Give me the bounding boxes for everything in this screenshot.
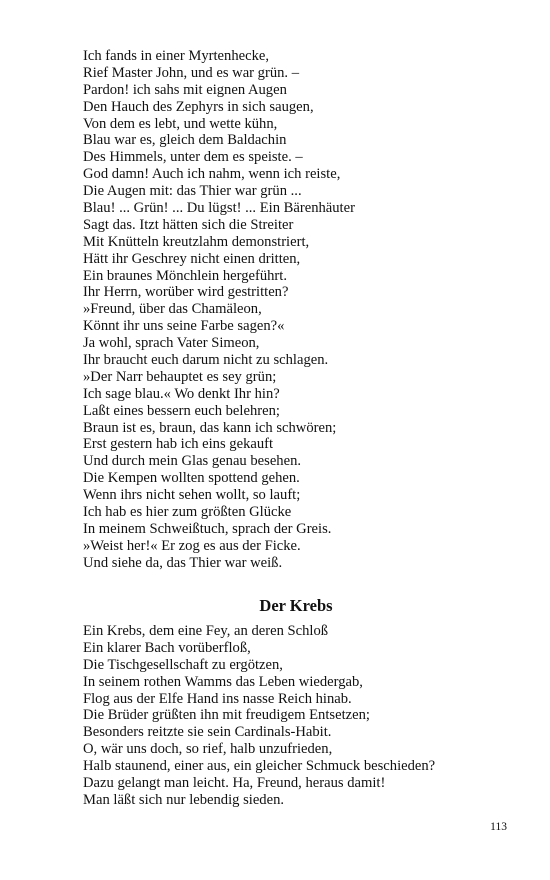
verse-line: Von dem es lebt, und wette kühn, <box>83 115 278 132</box>
verse-line: Ein braunes Mönchlein hergeführt. <box>83 267 287 284</box>
verse-line: Besonders reitzte sie sein Cardinals-Habit. <box>83 724 332 741</box>
verse-line: »Freund, über das Chamäleon, <box>83 301 262 318</box>
verse-line: Den Hauch des Zephyrs in sich saugen, <box>83 98 314 115</box>
verse-line: Die Augen mit: das Thier war grün ... <box>83 183 302 200</box>
verse-line: Rief Master John, und es war grün. – <box>83 64 300 81</box>
verse-line: Ihr braucht euch darum nicht zu schlagen. <box>83 352 329 369</box>
verse-line: God damn! Auch ich nahm, wenn ich reiste, <box>83 166 341 183</box>
verse-line: Dazu gelangt man leicht. Ha, Freund, heraus damit! <box>83 775 386 792</box>
verse-line: Ich hab es hier zum größten Glücke <box>83 504 292 521</box>
verse-line: Die Tischgesellschaft zu ergötzen, <box>83 656 283 673</box>
verse-line: Ich sage blau.« Wo denkt Ihr hin? <box>83 385 280 402</box>
verse-line: Und durch mein Glas genau besehen. <box>83 453 302 470</box>
poem-title: Der Krebs <box>259 596 333 615</box>
verse-line: Ein Krebs, dem eine Fey, an deren Schloß <box>83 623 329 639</box>
verse-line: Sagt das. Itzt hätten sich die Streiter <box>83 216 294 233</box>
verse-line: »Weist her!« Er zog es aus der Ficke. <box>83 537 301 554</box>
verse-line: Pardon! ich sahs mit eignen Augen <box>83 81 287 98</box>
verse-line: Die Kempen wollten spottend gehen. <box>83 470 300 487</box>
verse-line: Erst gestern hab ich eins gekauft <box>83 436 274 453</box>
poem-der-krebs <box>83 623 503 809</box>
verse-line: Blau! ... Grün! ... Du lügst! ... Ein Bärenhäuter <box>83 200 355 217</box>
verse-line: In seinem rothen Wamms das Leben wiedergab, <box>83 673 363 690</box>
verse-line: Blau war es, gleich dem Baldachin <box>83 132 287 149</box>
verse-line: Ja wohl, sprach Vater Simeon, <box>83 335 260 352</box>
verse-line: Braun ist es, braun, das kann ich schwören; <box>83 419 337 436</box>
verse-line: Ihr Herrn, worüber wird gestritten? <box>83 284 289 301</box>
verse-line: Ich fands in einer Myrtenhecke, <box>83 48 269 64</box>
verse-line: Könnt ihr uns seine Farbe sagen?« <box>83 318 285 335</box>
verse-line: Hätt ihr Geschrey nicht einen dritten, <box>83 250 301 267</box>
verse-line: In meinem Schweißtuch, sprach der Greis. <box>83 520 332 537</box>
verse-line: O, wär uns doch, so rief, halb unzufrieden, <box>83 741 333 758</box>
verse-line: »Der Narr behauptet es sey grün; <box>83 368 277 385</box>
verse-line: Man läßt sich nur lebendig sieden. <box>83 791 285 808</box>
verse-line: Halb staunend, einer aus, ein gleicher Schmuck beschieden? <box>83 758 436 775</box>
verse-line: Laßt eines bessern euch belehren; <box>83 402 280 419</box>
page-number: 113 <box>490 821 507 833</box>
verse-line: Flog aus der Elfe Hand ins nasse Reich hinab. <box>83 690 352 707</box>
verse-line: Die Brüder grüßten ihn mit freudigem Entsetzen; <box>83 707 370 724</box>
verse-line: Mit Knütteln kreutzlahm demonstriert, <box>83 233 310 250</box>
verse-line: Des Himmels, unter dem es speiste. – <box>83 149 303 166</box>
verse-line: Ein klarer Bach vorüberfloß, <box>83 639 251 656</box>
verse-line: Und siehe da, das Thier war weiß. <box>83 554 283 571</box>
verse-line: Wenn ihrs nicht sehen wollt, so lauft; <box>83 487 301 504</box>
poem-continuation <box>83 48 503 572</box>
